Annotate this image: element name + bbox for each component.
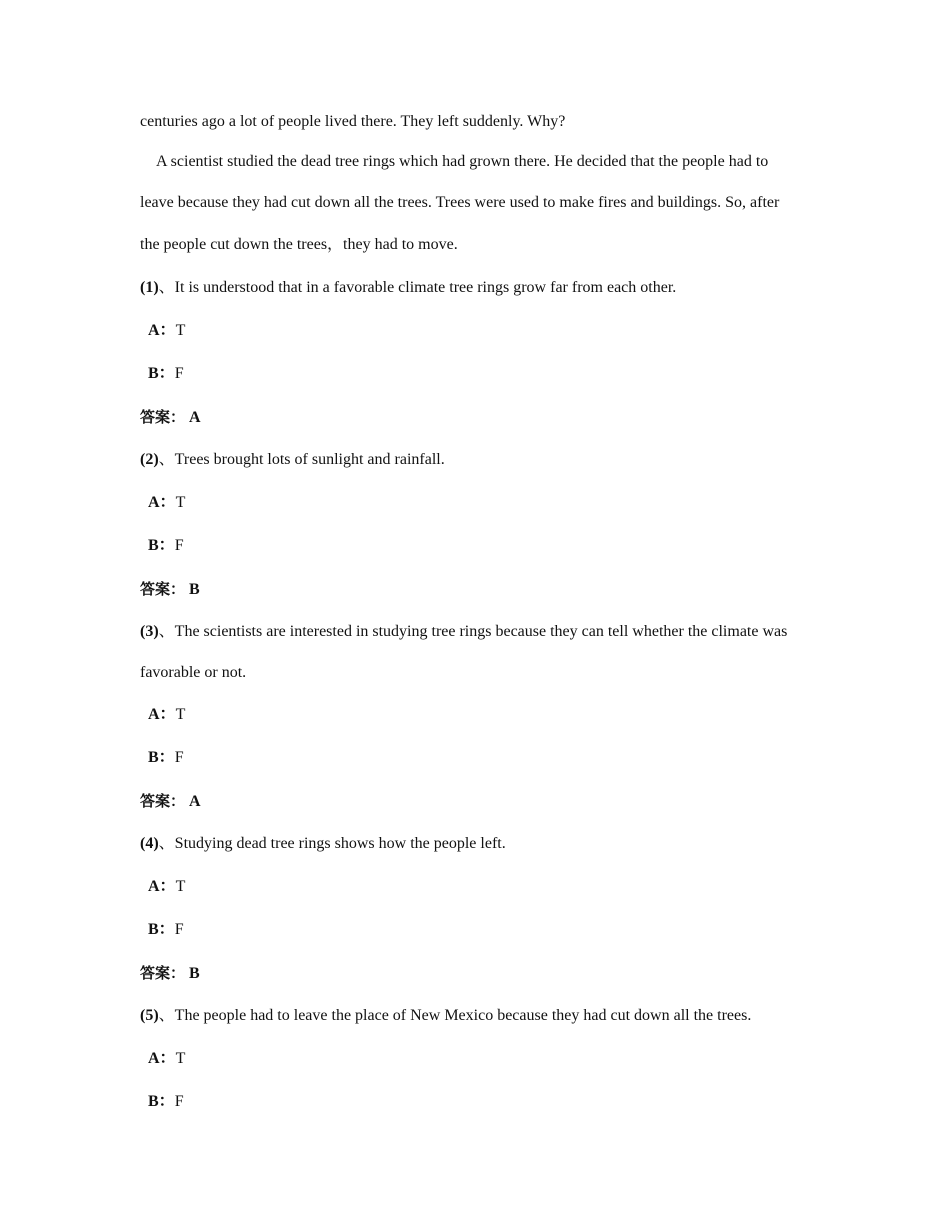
question-3: [140, 622, 787, 642]
answer-line: [140, 963, 200, 984]
option-b-label: B：: [148, 537, 175, 554]
question-text: Trees brought lots of sunlight and rainfall.: [174, 451, 445, 468]
option-b-text: F: [174, 365, 184, 382]
passage-line: A scientist studied the dead tree rings which had grown there. He decided that the people had to: [156, 153, 769, 170]
option-b: [148, 536, 184, 556]
question-5: [140, 1006, 751, 1026]
question-text-continued: favorable or not.: [140, 664, 247, 681]
option-b-label: B：: [148, 1093, 175, 1110]
question-separator: 、: [158, 279, 175, 296]
option-b-text: F: [174, 749, 184, 766]
question-separator: 、: [158, 451, 175, 468]
option-b-label: B：: [148, 921, 175, 938]
answer-label: 答案：: [140, 964, 186, 982]
option-a-text: T: [175, 494, 186, 511]
answer-value: B: [189, 581, 200, 598]
option-b-label: B：: [148, 749, 175, 766]
question-number: (3): [140, 623, 159, 640]
option-b: [148, 1092, 184, 1112]
question-separator: 、: [158, 835, 175, 852]
answer-label: 答案：: [140, 580, 186, 598]
option-b-text: F: [174, 1093, 184, 1110]
passage-line: the people cut down the trees，they had to move.: [140, 236, 458, 253]
question-number: (5): [140, 1007, 159, 1024]
question-number: (2): [140, 451, 159, 468]
option-a: [148, 321, 185, 341]
answer-value: A: [189, 793, 201, 810]
option-a-label: A：: [148, 494, 176, 511]
option-a-label: A：: [148, 878, 176, 895]
answer-label: 答案：: [140, 792, 186, 810]
option-a: [148, 493, 185, 513]
option-a-text: T: [175, 1050, 186, 1067]
question-separator: 、: [158, 1007, 175, 1024]
option-a: [148, 705, 185, 725]
option-a: [148, 877, 185, 897]
passage-line: leave because they had cut down all the trees. Trees were used to make fires and buildings. So, after: [140, 194, 780, 211]
option-a-text: T: [175, 878, 186, 895]
question-text: The scientists are interested in studying tree rings because they can tell whether the climate was: [174, 623, 788, 640]
option-a: [148, 1049, 185, 1069]
option-a-text: T: [175, 706, 186, 723]
answer-value: A: [189, 409, 201, 426]
answer-label: 答案：: [140, 408, 186, 426]
question-number: (1): [140, 279, 159, 296]
question-1: [140, 278, 676, 298]
question-text: The people had to leave the place of New Mexico because they had cut down all the trees.: [174, 1007, 752, 1024]
option-b: [148, 748, 184, 768]
option-b: [148, 364, 184, 384]
question-separator: 、: [158, 623, 175, 640]
answer-line: [140, 791, 201, 812]
option-a-label: A：: [148, 322, 176, 339]
answer-value: B: [189, 965, 200, 982]
question-text: It is understood that in a favorable climate tree rings grow far from each other.: [174, 279, 677, 296]
question-2: [140, 450, 445, 470]
option-b-text: F: [174, 537, 184, 554]
option-a-label: A：: [148, 1050, 176, 1067]
question-4: [140, 834, 506, 854]
option-a-text: T: [175, 322, 186, 339]
option-b: [148, 920, 184, 940]
option-b-label: B：: [148, 365, 175, 382]
passage-line: centuries ago a lot of people lived there. They left suddenly. Why?: [140, 113, 566, 130]
option-b-text: F: [174, 921, 184, 938]
option-a-label: A：: [148, 706, 176, 723]
question-number: (4): [140, 835, 159, 852]
question-text: Studying dead tree rings shows how the people left.: [174, 835, 506, 852]
answer-line: [140, 579, 200, 600]
answer-line: [140, 407, 201, 428]
